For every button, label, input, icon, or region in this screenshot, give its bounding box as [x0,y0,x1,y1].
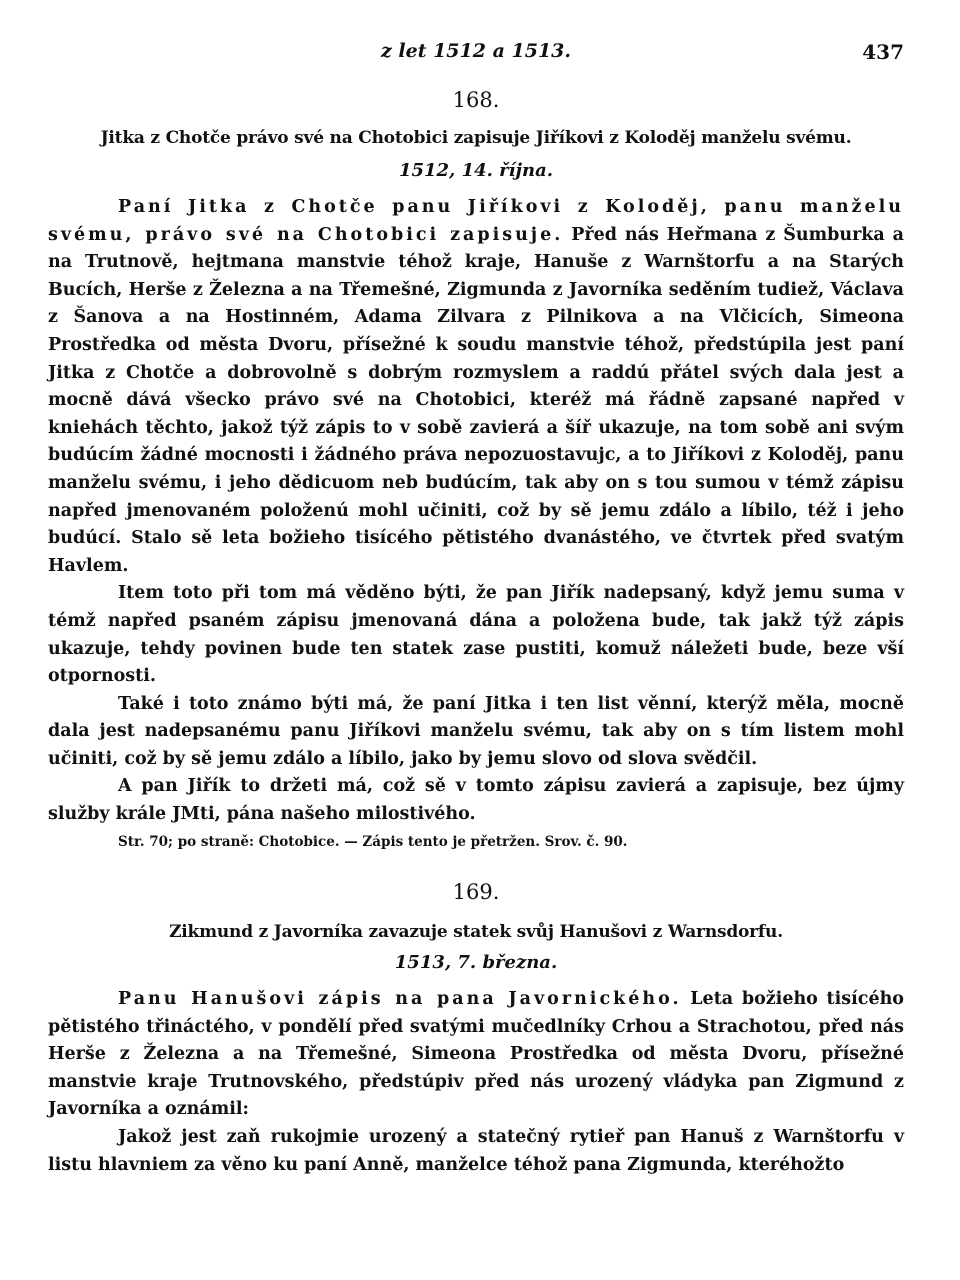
entry-body [48,194,904,829]
paragraph [48,580,904,690]
page-number: 437 [862,40,904,64]
entry-summary: Zikmund z Javorníka zavazuje statek svůj Hanušovi z Warnsdorfu. [169,922,783,942]
page-header [48,40,904,70]
paragraph-text: Před nás Heřmana z Šumburka a na Trutnově, hejtmana manstvie téhož kraje, Hanuše z Warnštorfu a na Starých Bucích, Herše z Železna a na Třemešné, Zigmunda z Javorníka seděním tudiež, Václava z Šanova a na Hostinném, Adama Zilvara z Pilnikova a na Vlčicích, Simeona Prostředka od města Dvoru, přísežné k soudu manstvie téhož, předstúpila jest paní Jitka z Chotče a dobrovolně s dobrým rozmyslem a raddú přátel svých dala jest a mocně dává všecko právo své na Chotobici, kteréž má řádně zapsané napřed v kniehách těchto, jakož týž zápis to v sobě zavierá a šíř ukazuje, na tom sobě ani svým budúcím žádné mocnosti i žádného práva nepozuostavujc, a to Jiříkovi z Koloděj, panu manželu svému, i jeho dědicuom neb budúcím, tak aby on s tou sumou v témž zápisu napřed jmenovaném položenú mohl učiniti, což by sě jemu zdálo a líbilo, též i jeho budúcí. Stalo sě leta božieho tisícého pětistého dvanástého, ve čtvrtek před svatým Havlem. [48,224,904,576]
running-title: z let 1512 a 1513. [380,40,572,62]
entry-number: 168. [452,88,500,112]
paragraph-text: Také i toto známo býti má, že paní Jitka i ten list věnní, kterýž měla, mocně dala jest nadepsanému panu Jiříkovi manželu svému, tak aby on s tím listem mohl učiniti, což by sě jemu zdálo a líbilo, jako by jemu slovo od slova svědčil. [48,693,904,769]
entry-date: 1512, 14. října. [398,160,554,181]
paragraph-text: Item toto při tom má věděno býti, že pan Jiřík nadepsaný, když jemu suma v témž napřed psaném zápisu jmenovaná dána a položena bude, tak jakž týž zápis ukazuje, tehdy povinen bude ten statek zase pustiti, komuž náležeti bude, beze vší otpornosti. [48,583,904,687]
paragraph-text: Jakož jest zaň rukojmie urozený a statečný rytieř pan Hanuš z Warnštorfu v listu hlavniem za věno ku paní Anně, manželce téhož pana Zigmunda, kteréhožto [48,1126,904,1175]
entry-date: 1513, 7. března. [394,952,558,973]
editorial-note: Str. 70; po straně: Chotobice. — Zápis tento je přetržen. Srov. č. 90. [118,834,628,850]
spaced-lead: Panu Hanušovi zápis na pana Javornického. [118,989,682,1009]
paragraph [48,691,904,774]
paragraph [48,1124,904,1179]
entry-body [48,986,904,1179]
paragraph-text: A pan Jiřík to držeti má, což sě v tomto zápisu zavierá a zapisuje, bez újmy služby krále JMti, pána našeho milostivého. [48,776,904,825]
spaced-lead: Paní Jitka z Chotče panu Jiříkovi z Koloděj, panu manželu svému, právo své na Chotobici zapisuje. [48,197,904,245]
paragraph-text: Leta božieho tisícého pětistého třináctého, v pondělí před svatými mučedlníky Crhou a Strachotou, před nás Herše z Železna a na Třemešné, Simeona Prostředka od města Dvoru, přísežné manstvie kraje Trutnovského, předstúpiv před nás urozený vládyka pan Zigmund z Javorníka a oznámil: [48,989,904,1120]
paragraph [48,773,904,828]
paragraph [48,986,904,1124]
entry-summary: Jitka z Chotče právo své na Chotobici zapisuje Jiříkovi z Koloděj manželu svému. [100,128,852,148]
paragraph [48,194,904,580]
entry-number: 169. [452,880,500,904]
